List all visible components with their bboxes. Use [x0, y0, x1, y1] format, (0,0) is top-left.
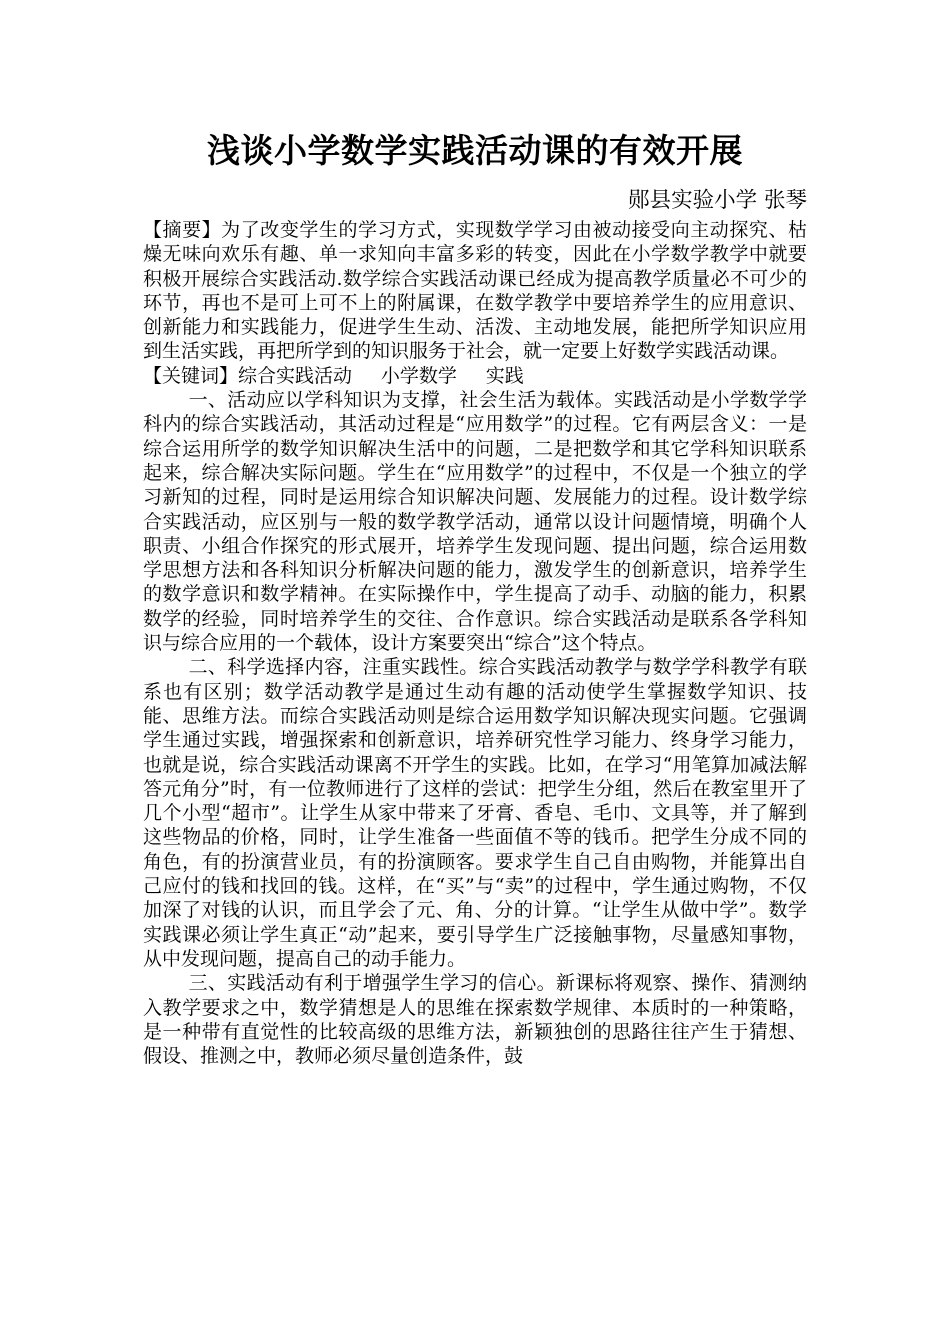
keyword-item: 实践 — [485, 364, 524, 387]
body-paragraph-1: 一、活动应以学科知识为支撑，社会生活为载体。实践活动是小学数学学科内的综合实践活动，其活动过程是“应用数学”的过程。它有两层含义：一是综合运用所学的数学知识解决生活中的问题，二是把数学和其它学科知识联系起来，综合解决实际问题。学生在“应用数学”的过程中，不仅是一个独立的学习新知的过程，同时是运用综合知识解决问题、发展能力的过程。设计数学综合实践活动，应区别与一般的数学教学活动，通常以设计问题情境，明确个人职责、小组合作探究的形式展开，培养学生发现问题、提出问题，综合运用数学思想方法和各科知识分析解决问题的能力，激发学生的创新意识，培养学生的数学意识和数学精神。在实际操作中，学生提高了动手、动脑的能力，积累数学的经验，同时培养学生的交往、合作意识。综合实践活动是联系各学科知识与综合应用的一个载体，设计方案要突出“综合”这个特点。 — [143, 389, 807, 655]
keywords-line — [143, 364, 807, 388]
body-paragraph-2: 二、科学选择内容，注重实践性。综合实践活动教学与数学学科教学有联系也有区别；数学活动教学是通过生动有趣的活动使学生掌握数学知识、技能、思维方法。而综合实践活动则是综合运用数学知识解决现实问题。它强调学生通过实践，增强探索和创新意识，培养研究性学习能力、终身学习能力，也就是说，综合实践活动课离不开学生的实践。比如，在学习“用笔算加减法解答元角分”时，有一位教师进行了这样的尝试：把学生分组，然后在教室里开了几个小型“超市”。让学生从家中带来了牙膏、香皂、毛巾、文具等，并了解到这些物品的价格，同时，让学生准备一些面值不等的钱币。把学生分成不同的角色，有的扮演营业员，有的扮演顾客。要求学生自己自由购物，并能算出自己应付的钱和找回的钱。这样，在“买”与“卖”的过程中，学生通过购物，不仅加深了对钱的认识，而且学会了元、角、分的计算。“让学生从做中学”。数学实践课必须让学生真正“动”起来，要引导学生广泛接触事物，尽量感知事物，从中发现问题，提高自己的动手能力。 — [143, 656, 807, 970]
document-body — [143, 218, 807, 1068]
document-title: 浅谈小学数学实践活动课的有效开展 — [207, 131, 743, 170]
keywords-label: 【关键词】综合实践活动 — [143, 364, 353, 387]
body-paragraph-3: 三、实践活动有利于增强学生学习的信心。新课标将观察、操作、猜测纳入教学要求之中，数学猜想是人的思维在探索数学规律、本质时的一种策略，是一种带有直觉性的比较高级的思维方法，新颖独创的思路往往产生于猜想、假设、推测之中，教师必须尽量创造条件，鼓 — [143, 972, 807, 1068]
keyword-item: 小学数学 — [380, 364, 457, 387]
abstract-paragraph: 【摘要】为了改变学生的学习方式，实现数学学习由被动接受向主动探究、枯燥无味向欢乐有趣、单一求知向丰富多彩的转变，因此在小学数学教学中就要积极开展综合实践活动.数学综合实践活动课已经成为提高教学质量必不可少的环节，再也不是可上可不上的附属课，在数学教学中要培养学生的应用意识、创新能力和实践能力，促进学生生动、活泼、主动地发展，能把所学知识应用到生活实践，再把所学到的知识服务于社会，就一定要上好数学实践活动课。 — [143, 219, 807, 363]
document-page — [143, 128, 807, 1068]
document-author: 郧县实验小学 张琴 — [628, 188, 807, 213]
